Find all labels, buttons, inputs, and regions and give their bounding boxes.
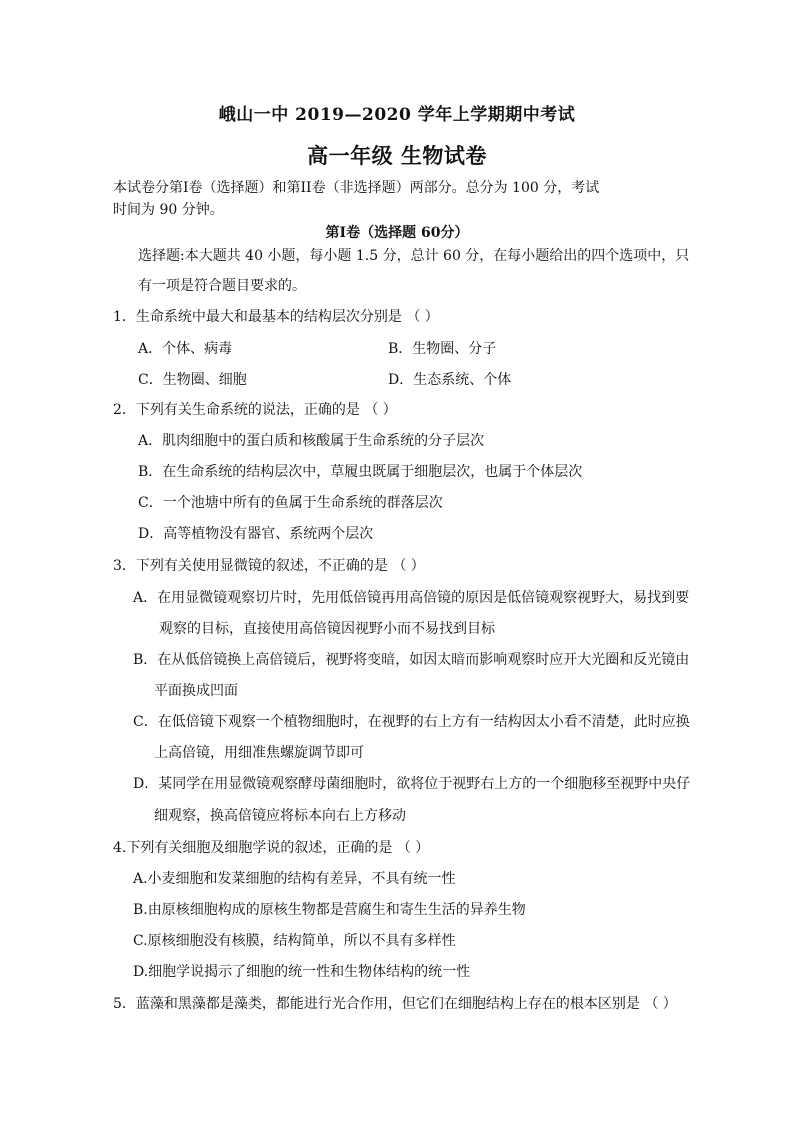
question-5-stem: 5．蓝藻和黑藻都是藻类，都能进行光合作用，但它们在细胞结构上存在的根本区别是 （ ） [113, 996, 677, 1012]
question-3-option-b-line-2: 平面换成凹面 [154, 683, 238, 699]
question-2-option-c: C．一个池塘中所有的鱼属于生命系统的群落层次 [138, 495, 443, 511]
section-heading: 第Ⅰ卷（选择题 60分） [325, 225, 469, 241]
question-4-stem: 4.下列有关细胞及细胞学说的叙述，正确的是 （ ） [113, 840, 430, 856]
exam-title: 峨山一中 2019—2020 学年上学期期中考试 [218, 105, 576, 125]
question-1-option-b: B．生物圈、分子 [388, 341, 497, 357]
question-3-option-a-line-2: 观察的目标，直接使用高倍镜因视野小而不易找到目标 [159, 621, 495, 637]
question-2-option-d: D．高等植物没有器官、系统两个层次 [138, 526, 374, 542]
question-1-option-d: D．生态系统、个体 [388, 372, 512, 388]
instructions-line-2: 有一项是符合题目要求的。 [138, 278, 306, 294]
instructions-line-1: 选择题:本大题共 40 小题，每小题 1.5 分，总计 60 分，在每小题给出的四个选项中，只 [138, 248, 690, 264]
question-2-stem: 2．下列有关生命系统的说法，正确的是 （ ） [113, 402, 397, 418]
intro-line-2: 时间为 90 分钟。 [113, 202, 224, 218]
question-4-option-a: A.小麦细胞和发菜细胞的结构有差异，不具有统一性 [133, 871, 456, 887]
question-3-option-c-line-1: C．在低倍镜下观察一个植物细胞时，在视野的右上方有一结构因太小看不清楚，此时应换 [133, 714, 690, 730]
question-1-option-a: A．个体、病毒 [138, 341, 233, 357]
exam-subtitle: 高一年级 生物试卷 [307, 143, 487, 168]
question-1-stem: 1．生命系统中最大和最基本的结构层次分别是 （ ） [113, 309, 439, 325]
question-2-option-a: A．肌肉细胞中的蛋白质和核酸属于生命系统的分子层次 [138, 433, 485, 449]
question-4-option-c: C.原核细胞没有核膜，结构简单，所以不具有多样性 [133, 933, 456, 949]
intro-line-1: 本试卷分第Ⅰ卷（选择题）和第ⅠⅠ卷（非选择题）两部分。总分为 100 分，考试 [113, 180, 600, 196]
question-2-option-b: B．在生命系统的结构层次中，草履虫既属于细胞层次，也属于个体层次 [138, 464, 583, 480]
question-3-stem: 3．下列有关使用显微镜的叙述，不正确的是 （ ） [113, 558, 425, 574]
question-4-option-d: D.细胞学说揭示了细胞的统一性和生物体结构的统一性 [133, 964, 471, 980]
question-3-option-d-line-1: D．某同学在用显微镜观察酵母菌细胞时，欲将位于视野右上方的一个细胞移至视野中央仔 [133, 776, 691, 792]
question-3-option-c-line-2: 上高倍镜，用细准焦螺旋调节即可 [154, 745, 364, 761]
question-3-option-a-line-1: A．在用显微镜观察切片时，先用低倍镜再用高倍镜的原因是低倍镜观察视野大，易找到要 [133, 590, 690, 606]
question-3-option-d-line-2: 细观察，换高倍镜应将标本向右上方移动 [154, 808, 406, 824]
question-1-option-c: C．生物圈、细胞 [138, 372, 247, 388]
question-3-option-b-line-1: B．在从低倍镜换上高倍镜后，视野将变暗，如因太暗而影响观察时应开大光圈和反光镜由 [133, 652, 690, 668]
question-4-option-b: B.由原核细胞构成的原核生物都是营腐生和寄生生活的异养生物 [133, 902, 526, 918]
